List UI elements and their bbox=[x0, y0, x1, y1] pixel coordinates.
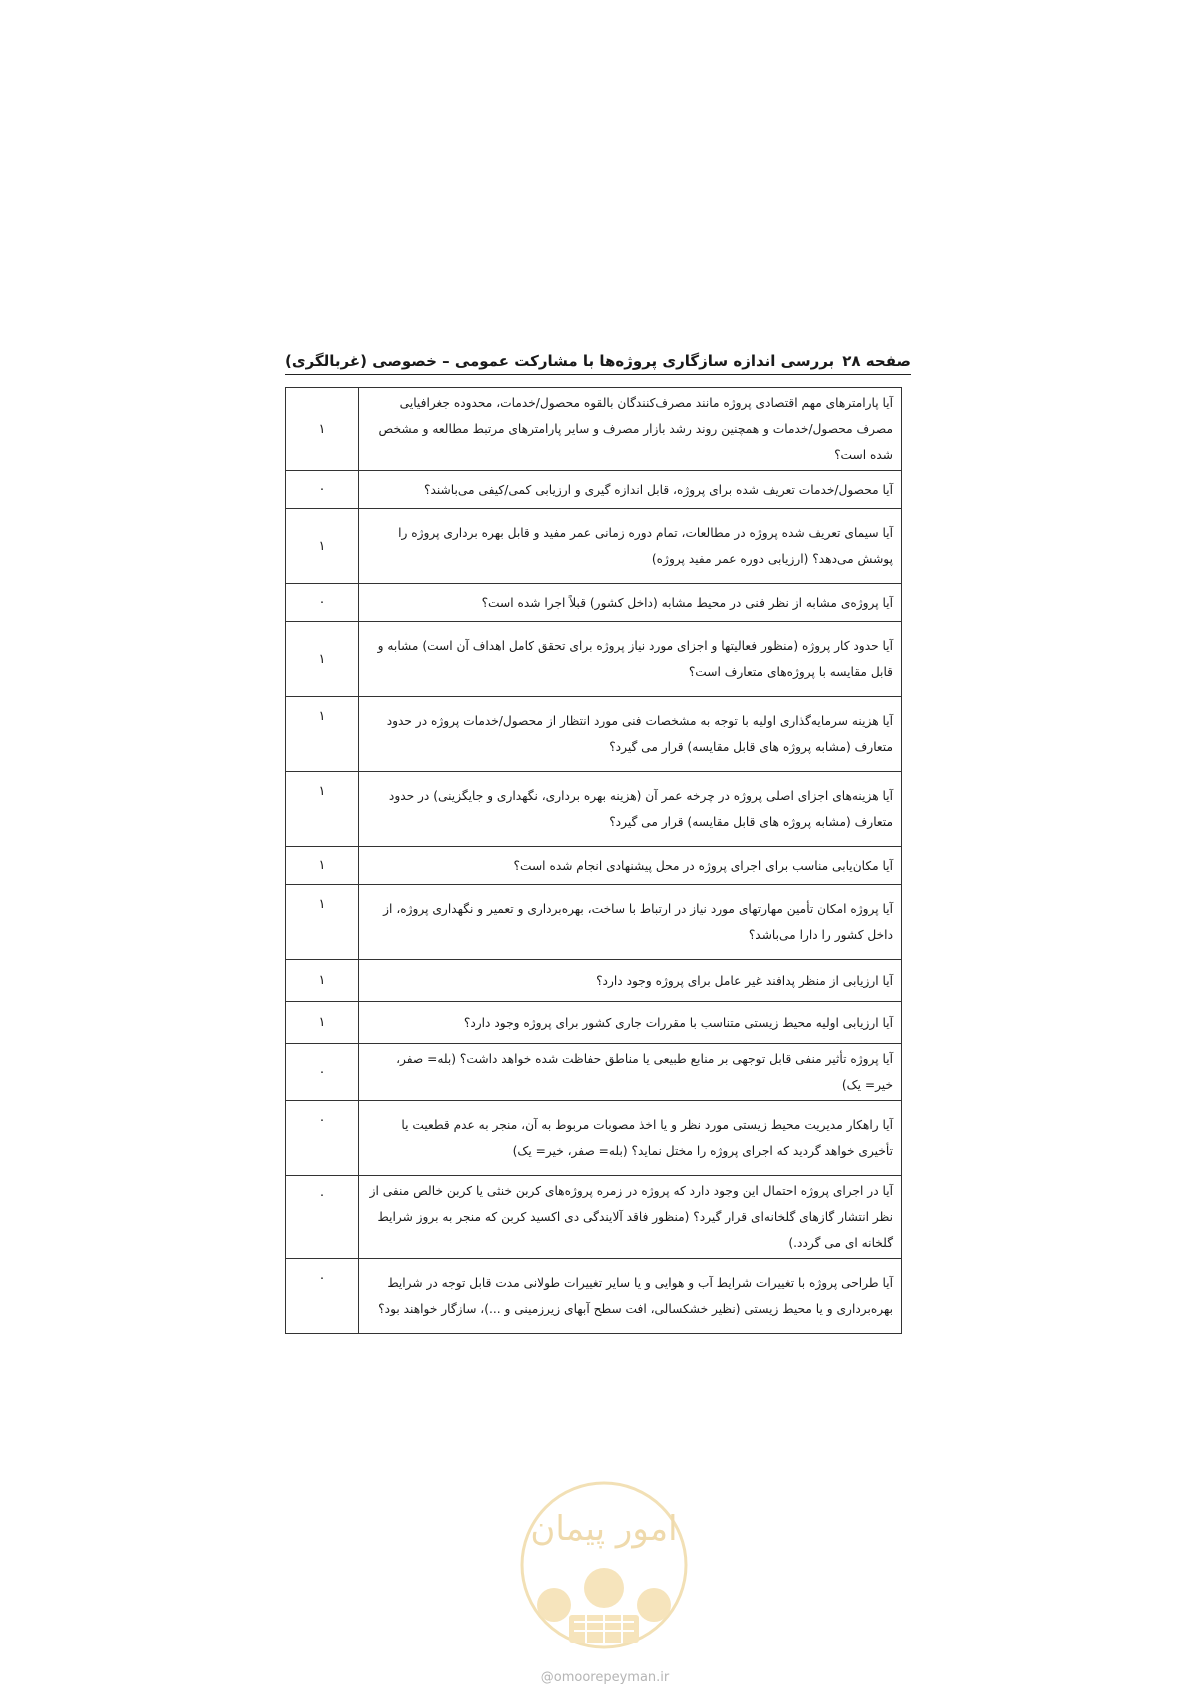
table-row bbox=[286, 772, 902, 847]
score-cell: ۰ bbox=[286, 1259, 359, 1334]
question-cell: آیا مکان‌یابی مناسب برای اجرای پروژه در محل پیشنهادی انجام شده است؟ bbox=[359, 847, 902, 885]
score-cell: ۱ bbox=[286, 622, 359, 697]
score-cell: ۰ bbox=[286, 1044, 359, 1101]
score-cell: ۱ bbox=[286, 960, 359, 1002]
table-row bbox=[286, 697, 902, 772]
score-cell: ۱ bbox=[286, 509, 359, 584]
score-cell: ۱ bbox=[286, 697, 359, 772]
screening-checklist-table bbox=[285, 387, 902, 1334]
question-cell: آیا حدود کار پروژه (منظور فعالیتها و اجزای مورد نیاز پروژه برای تحقق کامل اهداف آن است) مشابه و قابل مقایسه با پروژه‌های متعارف است؟ bbox=[359, 622, 902, 697]
score-cell: ۰ bbox=[286, 1176, 359, 1259]
watermark-logo-text: امور پیمان bbox=[530, 1509, 678, 1549]
table-row bbox=[286, 509, 902, 584]
question-cell: آیا در اجرای پروژه احتمال این وجود دارد که پروژه در زمره پروژه‌های کربن خنثی یا کربن خالص منفی از نظر انتشار گازهای گلخانه‌ای قرار گیرد؟ (منظور فاقد آلایندگی دی اکسید کربن که منجر به بروز شرایط گلخانه ای می گردد.) bbox=[359, 1176, 902, 1259]
watermark-logo bbox=[514, 1470, 694, 1670]
table-row bbox=[286, 960, 902, 1002]
table-row bbox=[286, 584, 902, 622]
question-cell: آیا پروژه امکان تأمین مهارتهای مورد نیاز در ارتباط با ساخت، بهره‌برداری و تعمیر و نگهداری پروژه، از داخل کشور را دارا می‌باشد؟ bbox=[359, 885, 902, 960]
table-row bbox=[286, 471, 902, 509]
page-header bbox=[285, 352, 911, 375]
table-row bbox=[286, 1002, 902, 1044]
score-cell: ۱ bbox=[286, 885, 359, 960]
score-cell: ۰ bbox=[286, 471, 359, 509]
question-cell: آیا ارزیابی از منظر پدافند غیر عامل برای پروژه وجود دارد؟ bbox=[359, 960, 902, 1002]
table-row bbox=[286, 885, 902, 960]
score-cell: ۰ bbox=[286, 584, 359, 622]
question-cell: آیا هزینه‌های اجزای اصلی پروژه در چرخه عمر آن (هزینه بهره برداری، نگهداری و جایگزینی) در حدود متعارف (مشابه پروژه های قابل مقایسه) قرار می گیرد؟ bbox=[359, 772, 902, 847]
table-row bbox=[286, 622, 902, 697]
question-cell: آیا پارامترهای مهم اقتصادی پروژه مانند مصرف‌کنندگان بالقوه محصول/خدمات، محدوده جغرافیایی مصرف محصول/خدمات و همچنین روند رشد بازار مصرف و سایر پارامترهای مرتبط مطالعه و مشخص شده است؟ bbox=[359, 388, 902, 471]
question-cell: آیا پروژه‌ی مشابه از نظر فنی در محیط مشابه (داخل کشور) قبلاً اجرا شده است؟ bbox=[359, 584, 902, 622]
table-row bbox=[286, 847, 902, 885]
table-row bbox=[286, 1044, 902, 1101]
question-cell: آیا محصول/خدمات تعریف شده برای پروژه، قابل اندازه گیری و ارزیابی کمی/کیفی می‌باشند؟ bbox=[359, 471, 902, 509]
score-cell: ۱ bbox=[286, 388, 359, 471]
watermark-url: @omoorepeyman.ir bbox=[540, 1670, 670, 1685]
table-row bbox=[286, 1176, 902, 1259]
table-row bbox=[286, 1259, 902, 1334]
table-row bbox=[286, 388, 902, 471]
score-cell: ۰ bbox=[286, 1101, 359, 1176]
question-cell: آیا هزینه سرمایه‌گذاری اولیه با توجه به مشخصات فنی مورد انتظار از محصول/خدمات پروژه در حدود متعارف (مشابه پروژه های قابل مقایسه) قرار می گیرد؟ bbox=[359, 697, 902, 772]
score-cell: ۱ bbox=[286, 772, 359, 847]
question-cell: آیا ارزیابی اولیه محیط زیستی متناسب با مقررات جاری کشور برای پروژه وجود دارد؟ bbox=[359, 1002, 902, 1044]
table-row bbox=[286, 1101, 902, 1176]
score-cell: ۱ bbox=[286, 1002, 359, 1044]
score-cell: ۱ bbox=[286, 847, 359, 885]
question-cell: آیا راهکار مدیریت محیط زیستی مورد نظر و یا اخذ مصوبات مربوط به آن، منجر به عدم قطعیت یا تأخیری خواهد گردید که اجرای پروژه را مختل نماید؟ (بله= صفر، خیر= یک) bbox=[359, 1101, 902, 1176]
question-cell: آیا پروژه تأثیر منفی قابل توجهی بر منابع طبیعی یا مناطق حفاظت شده خواهد داشت؟ (بله= صفر، خیر= یک) bbox=[359, 1044, 902, 1101]
question-cell: آیا طراحی پروژه با تغییرات شرایط آب و هوایی و یا سایر تغییرات طولانی مدت قابل توجه در شرایط بهره‌برداری و یا محیط زیستی (نظیر خشکسالی، افت سطح آبهای زیرزمینی و ...)، سازگار خواهند بود؟ bbox=[359, 1259, 902, 1334]
page-number: صفحه ۲۸ bbox=[842, 352, 911, 370]
document-title: بررسی اندازه سازگاری پروژه‌ها با مشارکت عمومی – خصوصی (غربالگری) bbox=[285, 352, 835, 370]
question-cell: آیا سیمای تعریف شده پروژه در مطالعات، تمام دوره زمانی عمر مفید و قابل بهره برداری پروژه را پوشش می‌دهد؟ (ارزیابی دوره عمر مفید پروژه) bbox=[359, 509, 902, 584]
